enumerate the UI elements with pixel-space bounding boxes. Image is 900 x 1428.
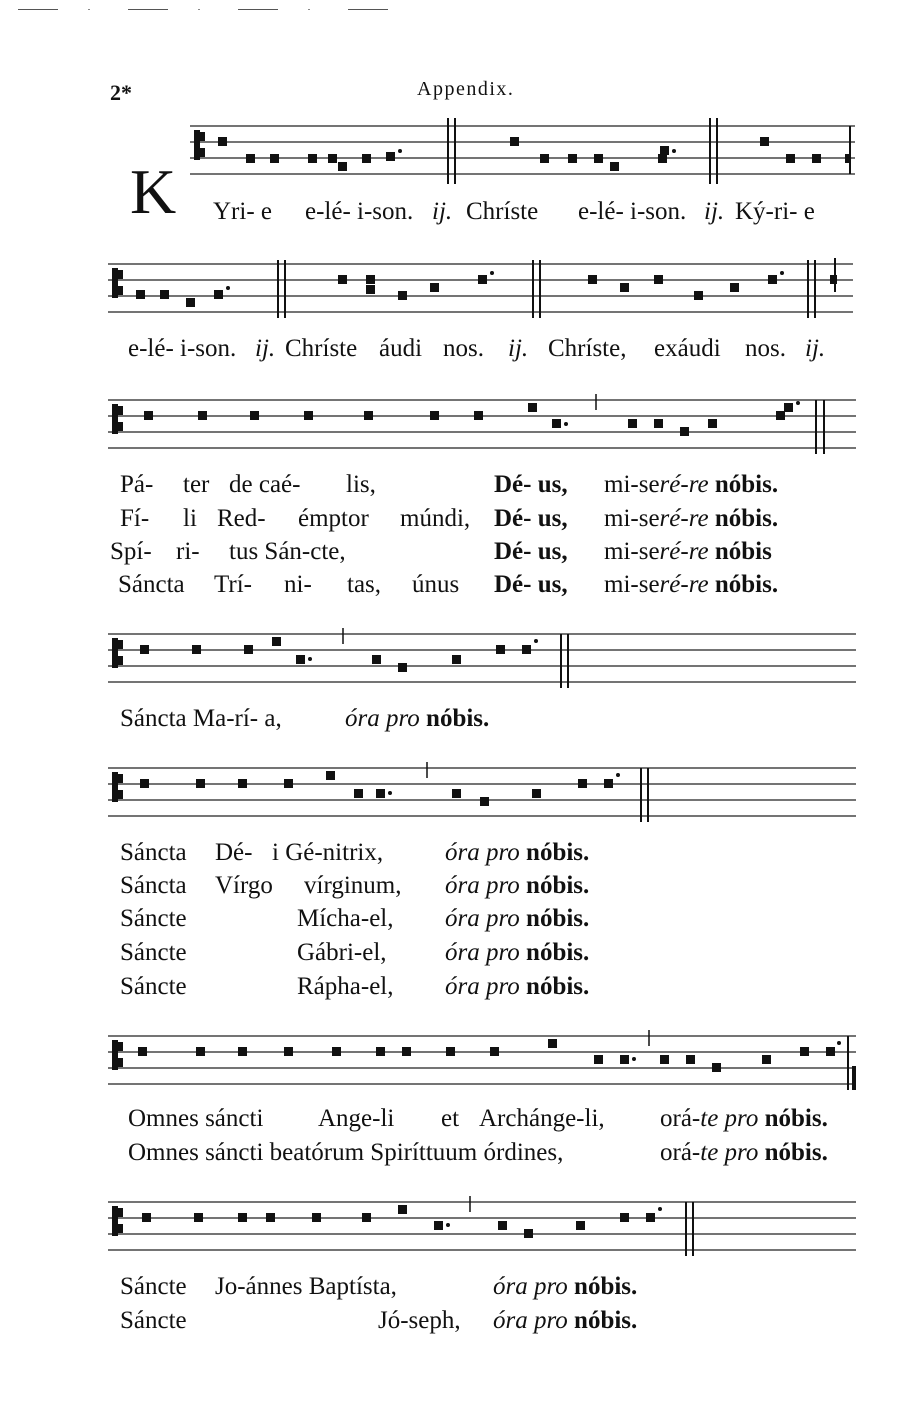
lyric: Jó-seph, <box>378 1307 461 1334</box>
lyric: Mícha-el, <box>297 905 394 932</box>
lyric: Sáncte <box>120 1273 187 1300</box>
clef-icon <box>112 1040 123 1070</box>
lyric: et <box>441 1105 460 1132</box>
lyric: Rápha-el, <box>297 973 394 1000</box>
lyric: lis, <box>346 471 376 498</box>
lyric: e-lé- i-son. <box>128 335 237 362</box>
response: óra pro nóbis. <box>493 1307 638 1334</box>
lyric: Sáncta Ma-rí- a, <box>120 705 282 732</box>
response: mi-seré-re nóbis. <box>604 571 779 598</box>
lyric: nos. <box>745 335 786 362</box>
lyric-repeat: ij. <box>704 198 725 225</box>
top-edge-rule <box>18 9 418 10</box>
lyric: Dé- <box>215 839 253 866</box>
lyric: Sáncte <box>120 939 187 966</box>
lyric: Trí- <box>214 571 252 598</box>
lyric: ter <box>183 471 210 498</box>
bar-lines <box>278 258 835 318</box>
lyric: ri- <box>176 538 200 565</box>
staff-lines <box>108 1202 856 1250</box>
staff-lines <box>108 768 856 816</box>
page-number: 2* <box>110 80 132 105</box>
lyric: Dé- us, <box>494 571 568 598</box>
response: orá-te pro nóbis. <box>660 1139 828 1166</box>
lyric: émptor <box>298 505 369 532</box>
lyric-repeat: ij. <box>255 335 276 362</box>
lyric: Chríste, <box>548 335 627 362</box>
lyric: áudi <box>379 335 423 362</box>
response: mi-seré-re nóbis. <box>604 471 779 498</box>
lyric: Pá- <box>120 471 154 498</box>
neumes <box>138 1039 841 1072</box>
lyric: múndi, <box>400 505 471 532</box>
staff-kyrie-2 <box>108 258 860 328</box>
division-marks <box>649 1030 854 1090</box>
neumes <box>136 271 837 307</box>
response: óra pro nóbis. <box>493 1273 638 1300</box>
response: mi-seré-re nóbis. <box>604 505 779 532</box>
staff-lines <box>108 634 856 682</box>
response: óra pro nóbis. <box>345 705 490 732</box>
lyric-repeat: ij. <box>508 335 529 362</box>
neumes <box>142 1205 662 1238</box>
lyric: Omnes sáncti beatórum Spiríttuum órdines, <box>128 1139 564 1166</box>
lyric: Yri- e <box>213 198 272 225</box>
lyric: Dé- us, <box>494 471 568 498</box>
lyric: Red- <box>217 505 266 532</box>
staff-saints-1 <box>108 762 860 824</box>
clef-icon <box>112 1206 123 1236</box>
clef-icon <box>112 772 123 802</box>
clef-icon <box>112 638 123 668</box>
lyric: e-lé- i-son. <box>578 198 687 225</box>
staff-maria <box>108 628 860 690</box>
staff-lines <box>108 264 853 312</box>
staff-lines <box>108 1036 856 1084</box>
clef-icon <box>194 130 205 160</box>
lyric: Sáncta <box>120 872 187 899</box>
staff-pater <box>108 394 860 456</box>
staff-angels <box>108 1030 860 1092</box>
response: óra pro nóbis. <box>445 939 590 966</box>
lyric: i Gé-nitrix, <box>272 839 384 866</box>
lyric: Omnes sáncti <box>128 1105 264 1132</box>
lyric: Jo-ánnes Baptísta, <box>215 1273 397 1300</box>
neumes <box>140 637 538 672</box>
lyric: Sáncte <box>120 973 187 1000</box>
response: óra pro nóbis. <box>445 973 590 1000</box>
lyric: Vírgo <box>215 872 273 899</box>
lyric: vírginum, <box>304 872 402 899</box>
lyric: Sáncta <box>118 571 185 598</box>
drop-cap-initial: K <box>130 156 177 227</box>
lyric: Dé- us, <box>494 538 568 565</box>
neumes <box>140 771 620 806</box>
lyric: Chríste <box>285 335 358 362</box>
lyric: Sáncte <box>120 1307 187 1334</box>
staff-kyrie-1 <box>190 118 860 188</box>
lyric: exáudi <box>654 335 721 362</box>
response: mi-seré-re nóbis <box>604 538 772 565</box>
neumes <box>144 401 800 436</box>
lyric: Fí- <box>120 505 150 532</box>
lyric: Ký-ri- e <box>735 198 815 225</box>
lyric: nos. <box>443 335 484 362</box>
clef-icon <box>112 268 123 298</box>
lyric-repeat: ij. <box>432 198 453 225</box>
staff-john <box>108 1196 860 1258</box>
response: óra pro nóbis. <box>445 839 590 866</box>
lyric: Sáncta <box>120 839 187 866</box>
lyric: Sáncte <box>120 905 187 932</box>
running-head: Appendix. <box>417 78 515 100</box>
staff-lines <box>190 126 855 174</box>
response: orá-te pro nóbis. <box>660 1105 828 1132</box>
lyric: Ange-li <box>318 1105 395 1132</box>
lyric: e-lé- i-son. <box>305 198 414 225</box>
lyric-repeat: ij. <box>805 335 826 362</box>
lyric: tas, <box>347 571 382 598</box>
lyric: Gábri-el, <box>297 939 387 966</box>
lyric: li <box>183 505 197 532</box>
lyric: tus Sán-cte, <box>229 538 346 565</box>
clef-icon <box>112 404 123 434</box>
lyric: ni- <box>284 571 312 598</box>
lyric: de caé- <box>229 471 301 498</box>
lyric: Archánge-li, <box>479 1105 605 1132</box>
response: óra pro nóbis. <box>445 905 590 932</box>
response: óra pro nóbis. <box>445 872 590 899</box>
lyric: Dé- us, <box>494 505 568 532</box>
lyric: Chríste <box>466 198 539 225</box>
lyric: Spí- <box>110 538 152 565</box>
lyric: únus <box>412 571 460 598</box>
staff-lines <box>108 400 856 448</box>
